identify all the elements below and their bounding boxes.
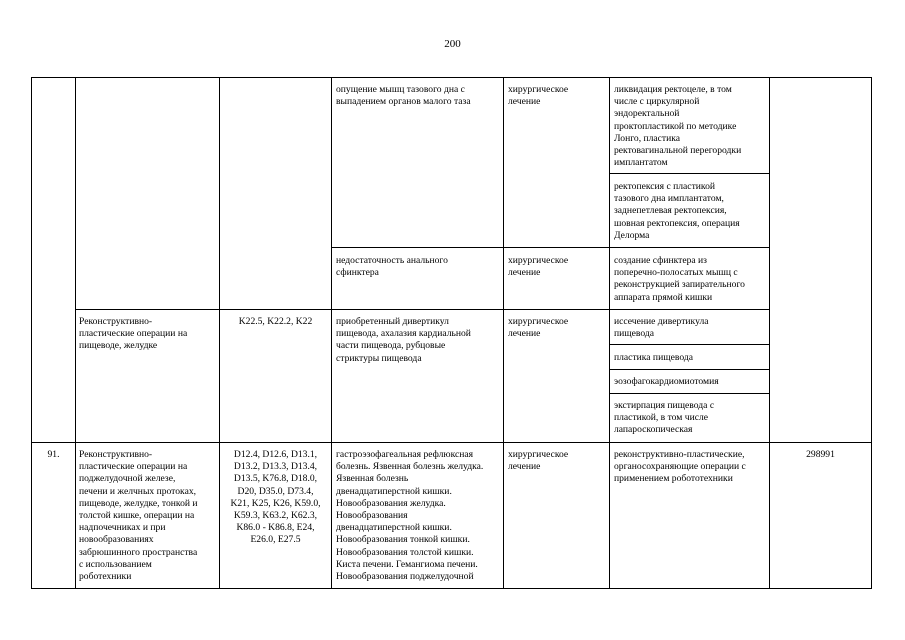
condition-robotic: гастроэзофагеальная рефлюксная болезнь. Язвенная болезнь желудка. Язвенная болезнь двенадцатиперстной кишки. Новообразования желудка. Новообразования двенадцатиперстной кишки. Новообразования тонкой кишки. Новообразования толстой кишки. Киста печени. Гемангиома печени. Новообразования поджелудочной [336,449,484,583]
cost-value: 298991 [806,449,835,460]
method-cardiomyotomy: эозофагокардиомиотомия [614,376,719,387]
method-divider [609,369,770,370]
method-rectopexy: ректопексия с пластикой тазового дна имплантатом, заднепетлевая ректопексия, шовная ректопексия, операция Делорма [614,181,740,241]
treatment-pelvic: хирургическое лечение [508,84,569,108]
treatment-anal: хирургическое лечение [508,255,569,279]
row-divider [75,309,770,310]
row-number: 91. [47,449,60,460]
method-rectocele: ликвидация ректоцеле, в том числе с циркулярной эндоректальной проктопластикой по методике Лонго, пластика ректовагинальной перегородки имплантатом [614,84,742,169]
group-robotic: Реконструктивно- пластические операции на поджелудочной железе, печени и желчных протоках, пищеводе, желудке, тонкой и толстой кишке, операции на надпочечниках и при новообразованиях забрюшинного пространства с использованием роботехники [79,449,198,583]
method-divider [609,173,770,174]
method-divider [609,344,770,345]
method-sphincter: создание сфинктера из поперечно-полосатых мышц с реконструкцией запирательного аппарата прямой кишки [614,255,745,303]
col-border [769,77,770,589]
col-border [331,77,332,589]
col-border [75,77,76,589]
col-border [31,77,32,589]
col-border [609,77,610,589]
treatment-robotic: хирургическое лечение [508,449,569,473]
method-esophagoplasty: пластика пищевода [614,352,693,363]
row-divider [31,442,872,443]
group-esophagus: Реконструктивно- пластические операции на пищеводе, желудке [79,316,188,352]
method-robotic: реконструктивно-пластические, органосохраняющие операции с применением робототехники [614,449,746,485]
method-extirpation: экстирпация пищевода с пластикой, в том числе лапароскопическая [614,400,715,436]
method-diverticulum: иссечение дивертикула пищевода [614,316,709,340]
method-divider [609,393,770,394]
codes-robotic: D12.4, D12.6, D13.1, D13.2, D13.3, D13.4, D13.5, K76.8, D18.0, D20, D35.0, D73.4, K21, K25, K26, K59.0, K59.3, K63.2, K62.3, K86.0 - K86.8, E24, E26.0, E27.5 [230,449,321,546]
row-divider-bottom [31,588,872,589]
condition-esophagus: приобретенный дивертикул пищевода, ахалазия кардиальной части пищевода, рубцовые стриктуры пищевода [336,316,471,364]
col-border [871,77,872,589]
row-divider-top [31,77,872,78]
row-divider [331,247,770,248]
page-number: 200 [444,38,461,50]
codes-esophagus: K22.5, K22.2, K22 [238,316,313,327]
condition-pelvic: опущение мышц тазового дна с выпадением органов малого таза [336,84,471,108]
condition-anal: недостаточность анального сфинктера [336,255,448,279]
treatment-esophagus: хирургическое лечение [508,316,569,340]
